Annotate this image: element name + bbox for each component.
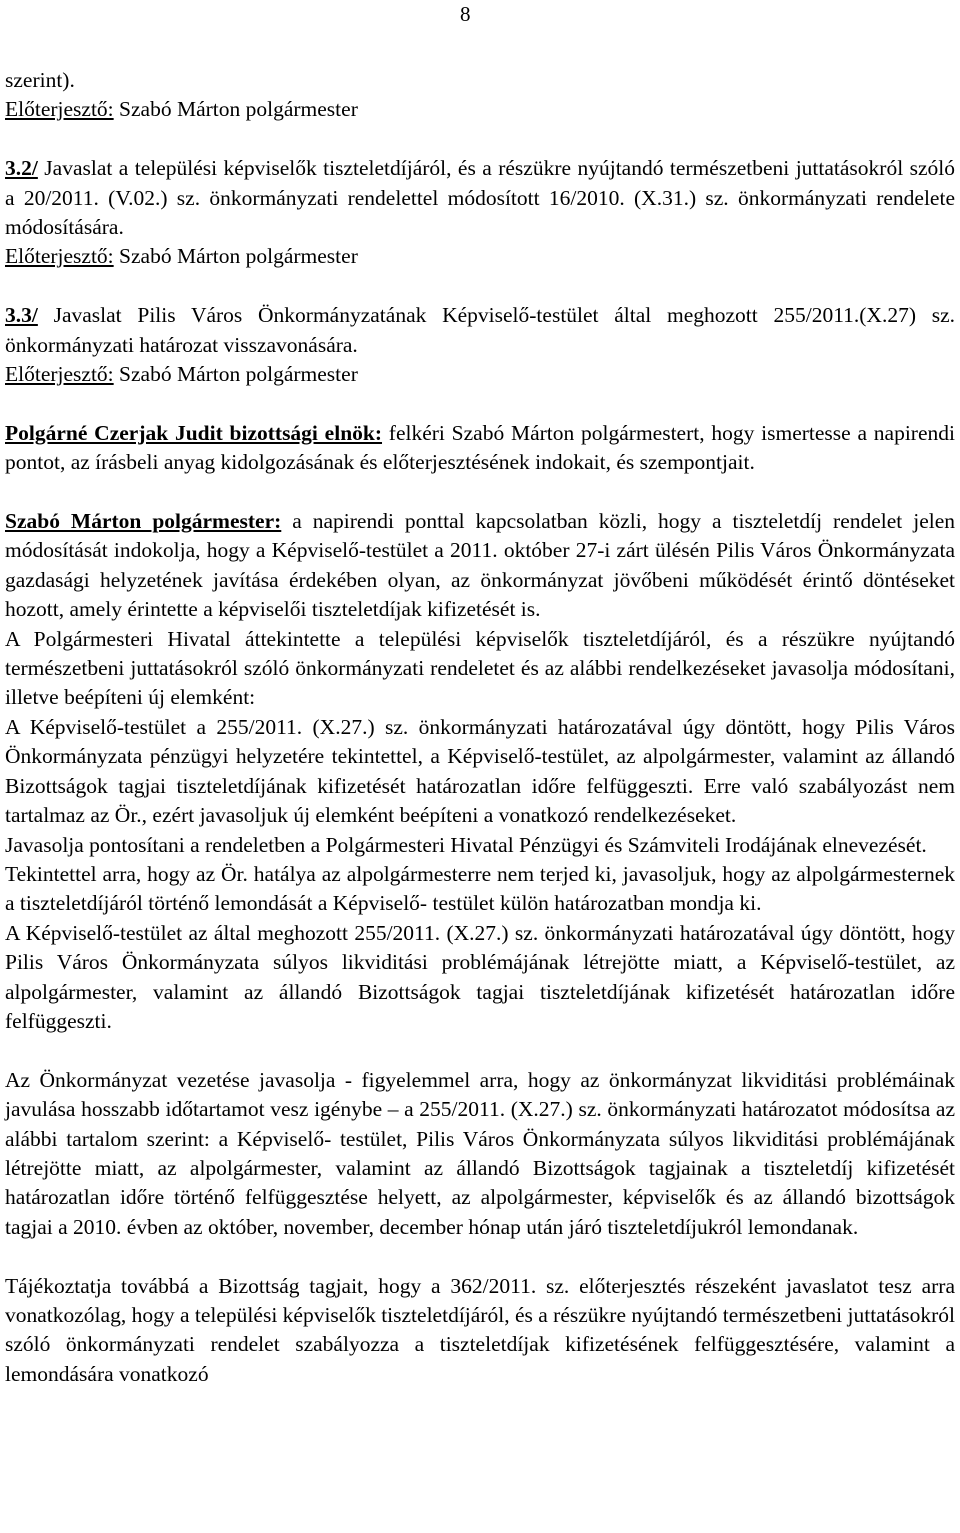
paragraph: Javasolja pontosítani a rendeletben a Polgármesteri Hivatal Pénzügyi és Számviteli Irodájának elnevezését. [5, 832, 927, 857]
chair-statement [5, 419, 955, 478]
agenda-item-3-2-text: Javaslat a települési képviselők tiszteletdíjáról, és a részükre nyújtandó természetbeni juttatásokról szóló a 20/2011. (V.02.) sz. önkormányzati rendelettel módosított 16/2010. (X.31.) sz. önkormányzati rendelete módosítására. [5, 156, 955, 240]
agenda-item-3-3 [5, 301, 955, 360]
paragraph: A Képviselő-testület a 255/2011. (X.27.) sz. önkormányzati határozatával úgy döntött, hogy Pilis Város Önkormányzata pénzügyi helyzetére tekintettel, a Képviselő-testület, az alpolgármester, valamint az állandó Bizottságok tagjai tiszteletdíjának kifizetését határozatlan időre felfüggeszti. Erre való szabályozást nem tartalmaz az Ör., ezért javasoljuk új elemként beépíteni a vonatkozó rendelkezéseket. [5, 714, 955, 828]
presenter-line-3 [5, 360, 955, 389]
page-number: 8 [460, 2, 471, 26]
presenter-line-2 [5, 242, 955, 271]
agenda-item-3-3-text: Javaslat Pilis Város Önkormányzatának Képviselő-testület által meghozott 255/2011.(X.27) sz. önkormányzati határozat visszavonására. [5, 303, 955, 357]
chair-text: felkéri Szabó Márton polgármestert, hogy ismertesse a napirendi pontot, az írásbeli anyag kidolgozásának és előterjesztésének indokait, és szempontjait. [5, 420, 955, 475]
presenter-name: Szabó Márton polgármester [113, 362, 358, 387]
mayor-text: a napirendi ponttal kapcsolatban közli, hogy a tiszteletdíj rendelet jelen módosítását indokolja, hogy a Képviselő-testület a 2011. október 27-i zárt ülésén Pilis Város Önkormányzata gazdasági helyzetének javítása érdekében olyan, az önkormányzat jövőbeni működését érintő döntéseket hozott, amely érintette a képviselői tiszteletdíjak kifizetését is. [5, 509, 956, 622]
chair-speaker: Polgárné Czerjak Judit bizottsági elnök: [5, 420, 383, 445]
presenter-name: Szabó Márton polgármester [113, 244, 358, 269]
paragraph: Tájékoztatja továbbá a Bizottság tagjait, hogy a 362/2011. sz. előterjesztés részeként javaslatot tesz arra vonatkozólag, hogy a települési képviselők tiszteletdíjáról, és a részükre nyújtandó természetbeni juttatásokról szóló önkormányzati rendelet szabályozza a tiszteletdíjak kifizetésének felfüggesztésére, valamint a lemondására vonatkozó [5, 1273, 955, 1386]
document-body [5, 66, 955, 1389]
agenda-item-3-2 [5, 154, 955, 242]
agenda-item-3-2-number: 3.2/ [5, 156, 38, 181]
presenter-line-1 [5, 95, 955, 124]
presenter-label: Előterjesztő: [5, 97, 114, 122]
presenter-label: Előterjesztő: [5, 362, 114, 387]
paragraph: A Képviselő-testület az által meghozott 255/2011. (X.27.) sz. önkormányzati határozatával úgy döntött, hogy Pilis Város Önkormányzata súlyos likviditási problémájának létrejötte miatt, a Képviselő-testület, az alpolgármester, valamint az állandó Bizottságok tagjai tiszteletdíjának kifizetését határozatlan időre felfüggeszti. [5, 920, 955, 1033]
mayor-speaker: Szabó Márton polgármester: [5, 509, 282, 534]
presenter-label: Előterjesztő: [5, 244, 114, 269]
paragraph: Az Önkormányzat vezetése javasolja - figyelemmel arra, hogy az önkormányzat likviditási problémáinak javulása hosszabb időtartamot vesz igénybe – a 255/2011. (X.27.) sz. önkormányzati határozatot módosítsa az alábbi tartalom szerint: a Képviselő- testület, Pilis Város Önkormányzata súlyos likviditási problémájának létrejötte miatt, az alpolgármester, valamint az állandó Bizottságok tagjainak a tiszteletdíj kifizetését határozatlan időre történő felfüggesztése helyett, az alpolgármester, képviselők és az állandó bizottságok tagjai a 2010. évben az október, november, december hónap után járó tiszteletdíjukról lemondanak. [5, 1067, 955, 1239]
paragraph: A Polgármesteri Hivatal áttekintette a települési képviselők tiszteletdíjáról, és a részükre nyújtandó természetbeni juttatásokról szóló önkormányzati rendeletet és az alábbi rendelkezéseket javasolja módosítani, illetve beépíteni új elemként: [5, 626, 955, 710]
mayor-statement [5, 507, 955, 625]
presenter-name: Szabó Márton polgármester [113, 97, 358, 122]
agenda-item-3-3-number: 3.3/ [5, 303, 38, 328]
paragraph: Tekintettel arra, hogy az Ör. hatálya az alpolgármesterre nem terjed ki, javasoljuk, hogy az alpolgármesternek a tiszteletdíjáról történő lemondását a Képviselő- testület külön határozatban mondja ki. [5, 861, 955, 916]
intro-line: szerint). [5, 68, 75, 92]
